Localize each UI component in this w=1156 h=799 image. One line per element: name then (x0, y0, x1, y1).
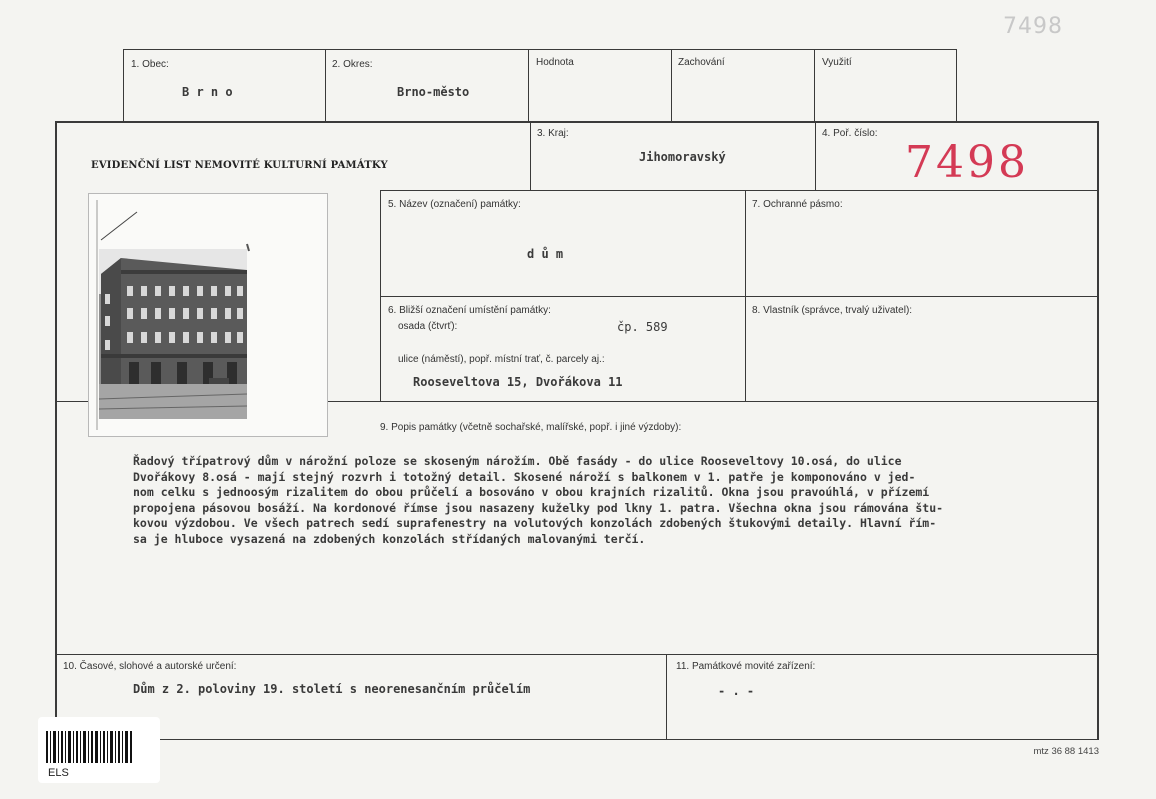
ochranne-pasmo-label: 7. Ochranné pásmo: (752, 199, 843, 210)
registration-number: 7498 (905, 137, 1029, 188)
obec-value: B r n o (182, 85, 233, 99)
umisteni-label: 6. Bližší označení umístění památky: (388, 305, 551, 316)
popis-line: propojena pásovou bosáží. Na kordonové římse jsou nasazeny kuželky pod lkny 1. patra. Všechna okna jsou rámována štu- (133, 500, 944, 515)
popis-label: 9. Popis památky (včetně sochařské, malířské, popř. i jiné výzdoby): (380, 422, 682, 433)
handwritten-number: 7498 (1003, 14, 1063, 39)
building-photo-image (89, 194, 327, 436)
kraj-label: 3. Kraj: (537, 128, 569, 139)
popis-line: Řadový třípatrový dům v nárožní poloze se skoseným nárožím. Obě fasády - do ulice Rooseveltovy 10.osá, do ulice (133, 454, 902, 468)
vlastnik-label: 8. Vlastník (správce, trvalý uživatel): (752, 305, 913, 316)
building-photo (88, 193, 328, 437)
barcode-text: ELS (48, 767, 69, 779)
movite-zarizeni-label: 11. Památkové movité zařízení: (676, 661, 816, 672)
casove-urceni-label: 10. Časové, slohové a autorské určení: (63, 661, 237, 672)
popis-line: Dvořákovy 8.osá - mají stejný rozvrh i totožný detail. Skosené nároží s balkonem v 1. patře je komponováno v jed- (133, 469, 916, 484)
por-cislo-label: 4. Poř. číslo: (822, 128, 878, 139)
hodnota-label: Hodnota (536, 57, 574, 68)
cislo-popisne: čp. 589 (617, 320, 668, 334)
barcode-label (38, 717, 160, 783)
ulice-label: ulice (náměstí), popř. místní trať, č. parcely aj.: (398, 354, 605, 365)
vyuziti-label: Využití (822, 57, 852, 68)
kraj-value: Jihomoravský (639, 150, 726, 164)
popis-line: kovou výzdobou. Ve všech patrech sedí suprafenestry na volutových konzolách zdobených štukovými detaily. Hlavní řím- (133, 516, 937, 531)
osada-label: osada (čtvrť): (398, 321, 458, 332)
form-title: EVIDENČNÍ LIST NEMOVITÉ KULTURNÍ PAMÁTKY (91, 160, 388, 171)
casove-urceni-value: Dům z 2. poloviny 19. století s neorenesančním průčelím (133, 682, 531, 696)
nazev-value: d ů m (527, 247, 564, 261)
popis-line: sa je hluboce vysazená na zdobených konzolách střídaných malovanými terčí. (133, 531, 646, 546)
zachovani-label: Zachování (678, 57, 725, 68)
movite-zarizeni-value: - . - (718, 684, 755, 698)
okres-value: Brno-město (397, 85, 470, 99)
footer-code: mtz 36 88 1413 (1033, 746, 1099, 757)
okres-label: 2. Okres: (332, 59, 373, 70)
popis-line: nom celku s jednoosým rizalitem do obou průčelí a bosováno v obou krajních rizalitů. Okna jsou pravoúhlá, v přízemí (133, 485, 930, 500)
popis-text (133, 454, 1073, 548)
ulice-value: Rooseveltova 15, Dvořákova 11 (413, 375, 623, 389)
obec-label: 1. Obec: (131, 59, 169, 70)
nazev-label: 5. Název (označení) památky: (388, 199, 521, 210)
